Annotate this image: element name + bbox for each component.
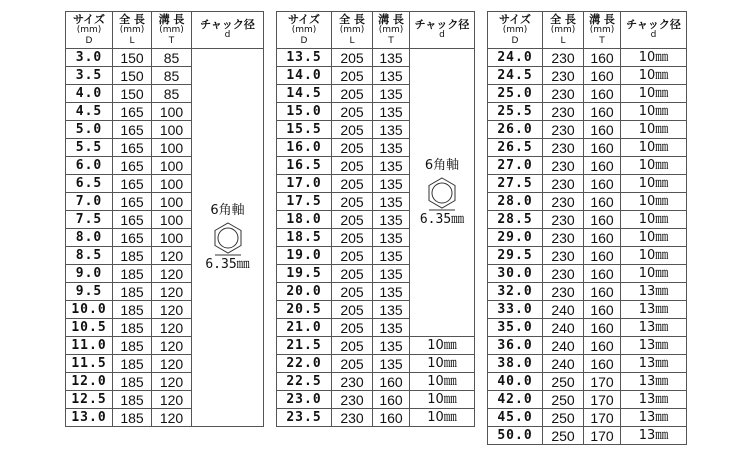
groove-cell: 85 xyxy=(152,49,192,67)
table-row xyxy=(488,67,687,85)
size-cell: 20.0 xyxy=(277,283,332,301)
groove-cell: 120 xyxy=(152,373,192,391)
chuck-cell: 13㎜ xyxy=(621,355,687,373)
groove-cell: 120 xyxy=(152,337,192,355)
size-cell: 32.0 xyxy=(488,283,543,301)
groove-cell: 135 xyxy=(373,67,410,85)
length-cell: 205 xyxy=(332,229,373,247)
size-cell: 8.5 xyxy=(66,247,113,265)
chuck-cell: 10㎜ xyxy=(621,193,687,211)
table-row xyxy=(488,355,687,373)
table-row xyxy=(488,409,687,427)
chuck-cell: 10㎜ xyxy=(621,85,687,103)
size-cell: 13.5 xyxy=(277,49,332,67)
chuck-cell: 10㎜ xyxy=(410,409,475,427)
size-cell: 5.0 xyxy=(66,121,113,139)
length-cell: 205 xyxy=(332,85,373,103)
groove-cell: 135 xyxy=(373,175,410,193)
length-cell: 185 xyxy=(113,301,152,319)
size-cell: 15.0 xyxy=(277,103,332,121)
groove-cell: 135 xyxy=(373,85,410,103)
size-cell: 23.0 xyxy=(277,391,332,409)
table-row xyxy=(277,49,475,67)
length-cell: 205 xyxy=(332,301,373,319)
groove-cell: 160 xyxy=(584,49,621,67)
length-cell: 165 xyxy=(113,103,152,121)
groove-cell: 160 xyxy=(584,193,621,211)
length-cell: 240 xyxy=(543,301,584,319)
chuck-cell-merged xyxy=(192,49,264,427)
groove-cell: 135 xyxy=(373,229,410,247)
size-cell: 6.5 xyxy=(66,175,113,193)
size-cell: 19.5 xyxy=(277,265,332,283)
groove-cell: 100 xyxy=(152,139,192,157)
length-cell: 165 xyxy=(113,157,152,175)
table-row xyxy=(488,373,687,391)
size-cell: 13.0 xyxy=(66,409,113,427)
length-cell: 205 xyxy=(332,121,373,139)
size-cell: 22.5 xyxy=(277,373,332,391)
size-cell: 12.0 xyxy=(66,373,113,391)
table-row xyxy=(488,193,687,211)
size-cell: 26.5 xyxy=(488,139,543,157)
chuck-cell: 10㎜ xyxy=(621,211,687,229)
groove-cell: 135 xyxy=(373,301,410,319)
table-row xyxy=(488,157,687,175)
size-cell: 26.0 xyxy=(488,121,543,139)
length-cell: 165 xyxy=(113,121,152,139)
table-row xyxy=(488,247,687,265)
chuck-cell: 13㎜ xyxy=(621,391,687,409)
chuck-cell: 13㎜ xyxy=(621,427,687,445)
size-cell: 25.0 xyxy=(488,85,543,103)
size-cell: 28.5 xyxy=(488,211,543,229)
chuck-cell: 10㎜ xyxy=(621,67,687,85)
size-cell: 38.0 xyxy=(488,355,543,373)
groove-cell: 135 xyxy=(373,283,410,301)
size-cell: 17.5 xyxy=(277,193,332,211)
length-cell: 230 xyxy=(543,103,584,121)
groove-cell: 120 xyxy=(152,301,192,319)
header-row xyxy=(66,12,264,49)
shank-size: 6.35㎜ xyxy=(205,256,250,272)
table-row xyxy=(277,337,475,355)
length-cell: 165 xyxy=(113,193,152,211)
length-cell: 250 xyxy=(543,391,584,409)
groove-cell: 160 xyxy=(584,265,621,283)
chuck-cell: 10㎜ xyxy=(621,175,687,193)
size-cell: 29.5 xyxy=(488,247,543,265)
chuck-cell: 10㎜ xyxy=(621,121,687,139)
table-row xyxy=(488,229,687,247)
size-cell: 21.0 xyxy=(277,319,332,337)
header-groove: 溝 長 (mm) T xyxy=(373,12,410,49)
size-cell: 24.5 xyxy=(488,67,543,85)
size-cell: 11.5 xyxy=(66,355,113,373)
size-cell: 10.5 xyxy=(66,319,113,337)
groove-cell: 120 xyxy=(152,409,192,427)
groove-cell: 160 xyxy=(584,247,621,265)
size-cell: 27.0 xyxy=(488,157,543,175)
length-cell: 230 xyxy=(543,67,584,85)
size-cell: 21.5 xyxy=(277,337,332,355)
size-cell: 15.5 xyxy=(277,121,332,139)
table-row xyxy=(488,49,687,67)
size-cell: 12.5 xyxy=(66,391,113,409)
length-cell: 150 xyxy=(113,49,152,67)
groove-cell: 135 xyxy=(373,103,410,121)
groove-cell: 135 xyxy=(373,211,410,229)
hex-shank-diagram xyxy=(205,203,249,272)
spec-table-3 xyxy=(487,11,687,445)
groove-cell: 120 xyxy=(152,265,192,283)
chuck-cell: 10㎜ xyxy=(621,229,687,247)
length-cell: 230 xyxy=(543,247,584,265)
hex-shank-icon xyxy=(425,176,459,212)
header-groove: 溝 長 (mm) T xyxy=(584,12,621,49)
size-cell: 7.0 xyxy=(66,193,113,211)
groove-cell: 135 xyxy=(373,121,410,139)
groove-cell: 100 xyxy=(152,193,192,211)
size-cell: 25.5 xyxy=(488,103,543,121)
length-cell: 205 xyxy=(332,49,373,67)
header-size: サイズ (mm) D xyxy=(277,12,332,49)
table-row xyxy=(488,85,687,103)
groove-cell: 135 xyxy=(373,157,410,175)
groove-cell: 160 xyxy=(584,229,621,247)
groove-cell: 160 xyxy=(584,355,621,373)
groove-cell: 120 xyxy=(152,319,192,337)
length-cell: 230 xyxy=(543,49,584,67)
chuck-cell: 10㎜ xyxy=(621,247,687,265)
length-cell: 240 xyxy=(543,355,584,373)
table-row xyxy=(488,337,687,355)
length-cell: 205 xyxy=(332,193,373,211)
groove-cell: 135 xyxy=(373,139,410,157)
length-cell: 230 xyxy=(332,409,373,427)
length-cell: 150 xyxy=(113,67,152,85)
header-length: 全 長 (mm) L xyxy=(332,12,373,49)
size-cell: 20.5 xyxy=(277,301,332,319)
groove-cell: 160 xyxy=(373,373,410,391)
groove-cell: 100 xyxy=(152,103,192,121)
chuck-cell: 10㎜ xyxy=(410,391,475,409)
length-cell: 205 xyxy=(332,337,373,355)
size-cell: 18.5 xyxy=(277,229,332,247)
groove-cell: 120 xyxy=(152,247,192,265)
chuck-cell: 10㎜ xyxy=(410,337,475,355)
shank-label: 6角軸 xyxy=(210,202,245,218)
groove-cell: 160 xyxy=(584,211,621,229)
table-row xyxy=(488,211,687,229)
groove-cell: 170 xyxy=(584,373,621,391)
header-length: 全 長 (mm) L xyxy=(113,12,152,49)
groove-cell: 135 xyxy=(373,247,410,265)
groove-cell: 100 xyxy=(152,211,192,229)
length-cell: 230 xyxy=(543,85,584,103)
table-row xyxy=(277,409,475,427)
length-cell: 230 xyxy=(543,283,584,301)
groove-cell: 160 xyxy=(584,157,621,175)
chuck-cell: 10㎜ xyxy=(621,265,687,283)
length-cell: 250 xyxy=(543,409,584,427)
header-size: サイズ (mm) D xyxy=(488,12,543,49)
chuck-cell: 10㎜ xyxy=(410,355,475,373)
length-cell: 205 xyxy=(332,175,373,193)
length-cell: 205 xyxy=(332,157,373,175)
size-cell: 36.0 xyxy=(488,337,543,355)
size-cell: 33.0 xyxy=(488,301,543,319)
header-size: サイズ (mm) D xyxy=(66,12,113,49)
groove-cell: 160 xyxy=(584,121,621,139)
chuck-cell: 10㎜ xyxy=(621,103,687,121)
chuck-cell: 10㎜ xyxy=(410,373,475,391)
groove-cell: 85 xyxy=(152,85,192,103)
table-row xyxy=(488,175,687,193)
groove-cell: 135 xyxy=(373,193,410,211)
size-cell: 14.5 xyxy=(277,85,332,103)
groove-cell: 160 xyxy=(584,301,621,319)
length-cell: 230 xyxy=(543,193,584,211)
size-cell: 45.0 xyxy=(488,409,543,427)
length-cell: 185 xyxy=(113,409,152,427)
header-chuck: チャック径 d xyxy=(621,12,687,49)
groove-cell: 160 xyxy=(584,283,621,301)
chuck-cell: 13㎜ xyxy=(621,373,687,391)
length-cell: 150 xyxy=(113,85,152,103)
table-row xyxy=(277,355,475,373)
size-cell: 24.0 xyxy=(488,49,543,67)
size-cell: 30.0 xyxy=(488,265,543,283)
groove-cell: 135 xyxy=(373,355,410,373)
size-cell: 28.0 xyxy=(488,193,543,211)
groove-cell: 170 xyxy=(584,427,621,445)
header-chuck: チャック径 d xyxy=(192,12,264,49)
spec-table-2 xyxy=(276,11,475,427)
length-cell: 205 xyxy=(332,265,373,283)
size-cell: 50.0 xyxy=(488,427,543,445)
size-cell: 7.5 xyxy=(66,211,113,229)
table-row xyxy=(488,283,687,301)
length-cell: 185 xyxy=(113,319,152,337)
length-cell: 230 xyxy=(543,139,584,157)
groove-cell: 160 xyxy=(584,319,621,337)
groove-cell: 135 xyxy=(373,319,410,337)
chuck-cell: 10㎜ xyxy=(621,139,687,157)
size-cell: 18.0 xyxy=(277,211,332,229)
shank-label: 6角軸 xyxy=(424,157,460,173)
groove-cell: 160 xyxy=(373,391,410,409)
groove-cell: 100 xyxy=(152,157,192,175)
length-cell: 240 xyxy=(543,319,584,337)
length-cell: 165 xyxy=(113,229,152,247)
size-cell: 14.0 xyxy=(277,67,332,85)
groove-cell: 160 xyxy=(584,175,621,193)
size-cell: 27.5 xyxy=(488,175,543,193)
chuck-cell: 13㎜ xyxy=(621,319,687,337)
header-chuck: チャック径 d xyxy=(410,12,475,49)
length-cell: 165 xyxy=(113,175,152,193)
groove-cell: 100 xyxy=(152,121,192,139)
groove-cell: 100 xyxy=(152,229,192,247)
length-cell: 185 xyxy=(113,283,152,301)
length-cell: 165 xyxy=(113,211,152,229)
table-row xyxy=(488,121,687,139)
length-cell: 230 xyxy=(332,391,373,409)
size-cell: 10.0 xyxy=(66,301,113,319)
size-cell: 42.0 xyxy=(488,391,543,409)
groove-cell: 160 xyxy=(584,139,621,157)
table-row xyxy=(488,319,687,337)
table-row xyxy=(277,391,475,409)
size-cell: 9.0 xyxy=(66,265,113,283)
groove-cell: 170 xyxy=(584,409,621,427)
table-row xyxy=(488,139,687,157)
chuck-cell: 13㎜ xyxy=(621,301,687,319)
length-cell: 230 xyxy=(543,157,584,175)
length-cell: 250 xyxy=(543,427,584,445)
groove-cell: 120 xyxy=(152,355,192,373)
size-cell: 16.5 xyxy=(277,157,332,175)
hex-shank-icon xyxy=(211,221,245,257)
size-cell: 40.0 xyxy=(488,373,543,391)
chuck-cell: 10㎜ xyxy=(621,49,687,67)
groove-cell: 85 xyxy=(152,67,192,85)
groove-cell: 135 xyxy=(373,49,410,67)
table-row xyxy=(488,103,687,121)
groove-cell: 160 xyxy=(584,103,621,121)
size-cell: 4.0 xyxy=(66,85,113,103)
length-cell: 205 xyxy=(332,319,373,337)
table-row xyxy=(488,301,687,319)
length-cell: 230 xyxy=(543,265,584,283)
length-cell: 185 xyxy=(113,355,152,373)
chuck-cell: 13㎜ xyxy=(621,283,687,301)
size-cell: 3.5 xyxy=(66,67,113,85)
length-cell: 205 xyxy=(332,247,373,265)
length-cell: 230 xyxy=(543,121,584,139)
length-cell: 185 xyxy=(113,337,152,355)
chuck-cell: 13㎜ xyxy=(621,337,687,355)
header-groove: 溝 長 (mm) T xyxy=(152,12,192,49)
chuck-cell-merged xyxy=(410,49,475,337)
groove-cell: 100 xyxy=(152,175,192,193)
spec-table-1 xyxy=(65,11,264,427)
size-cell: 6.0 xyxy=(66,157,113,175)
groove-cell: 160 xyxy=(584,85,621,103)
groove-cell: 160 xyxy=(373,409,410,427)
groove-cell: 120 xyxy=(152,283,192,301)
groove-cell: 170 xyxy=(584,391,621,409)
size-cell: 23.5 xyxy=(277,409,332,427)
length-cell: 230 xyxy=(332,373,373,391)
groove-cell: 135 xyxy=(373,337,410,355)
size-cell: 35.0 xyxy=(488,319,543,337)
length-cell: 185 xyxy=(113,265,152,283)
length-cell: 185 xyxy=(113,373,152,391)
size-cell: 16.0 xyxy=(277,139,332,157)
size-cell: 8.0 xyxy=(66,229,113,247)
length-cell: 230 xyxy=(543,175,584,193)
length-cell: 230 xyxy=(543,211,584,229)
header-row xyxy=(488,12,687,49)
table-row xyxy=(66,49,264,67)
length-cell: 165 xyxy=(113,139,152,157)
size-cell: 3.0 xyxy=(66,49,113,67)
length-cell: 205 xyxy=(332,355,373,373)
size-cell: 4.5 xyxy=(66,103,113,121)
size-cell: 19.0 xyxy=(277,247,332,265)
chuck-cell: 10㎜ xyxy=(621,157,687,175)
groove-cell: 135 xyxy=(373,265,410,283)
groove-cell: 160 xyxy=(584,67,621,85)
chuck-cell: 13㎜ xyxy=(621,409,687,427)
size-cell: 5.5 xyxy=(66,139,113,157)
length-cell: 185 xyxy=(113,247,152,265)
length-cell: 205 xyxy=(332,139,373,157)
length-cell: 240 xyxy=(543,337,584,355)
length-cell: 205 xyxy=(332,211,373,229)
table-row xyxy=(277,373,475,391)
length-cell: 250 xyxy=(543,373,584,391)
size-cell: 22.0 xyxy=(277,355,332,373)
size-cell: 11.0 xyxy=(66,337,113,355)
length-cell: 205 xyxy=(332,283,373,301)
groove-cell: 120 xyxy=(152,391,192,409)
table-row xyxy=(488,265,687,283)
length-cell: 230 xyxy=(543,229,584,247)
size-cell: 17.0 xyxy=(277,175,332,193)
length-cell: 185 xyxy=(113,391,152,409)
header-row xyxy=(277,12,475,49)
groove-cell: 160 xyxy=(584,337,621,355)
table-row xyxy=(488,427,687,445)
shank-size: 6.35㎜ xyxy=(419,211,465,227)
length-cell: 205 xyxy=(332,103,373,121)
header-length: 全 長 (mm) L xyxy=(543,12,584,49)
length-cell: 205 xyxy=(332,67,373,85)
size-cell: 29.0 xyxy=(488,229,543,247)
table-row xyxy=(488,391,687,409)
hex-shank-diagram xyxy=(420,158,464,227)
size-cell: 9.5 xyxy=(66,283,113,301)
